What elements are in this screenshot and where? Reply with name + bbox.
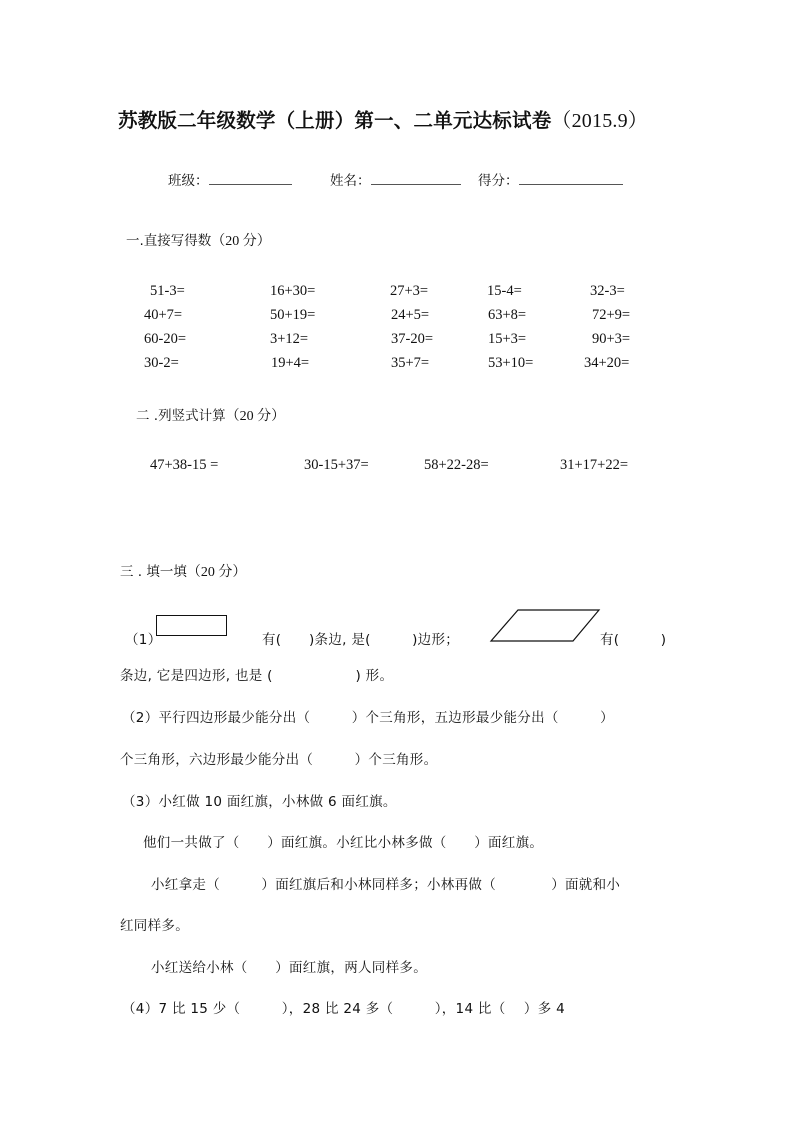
section3-score: （20 分） bbox=[186, 565, 247, 580]
section3-title: 三 . 填一填 bbox=[120, 564, 187, 580]
equation: 72+9= bbox=[592, 307, 631, 323]
equation: 3+12= bbox=[270, 331, 309, 347]
q1-part-b: 有( ) bbox=[600, 632, 667, 648]
equation: 51-3= bbox=[150, 283, 185, 299]
vertical-calc-item: 47+38-15 = bbox=[150, 457, 219, 473]
equation: 32-3= bbox=[590, 283, 625, 299]
equation: 63+8= bbox=[488, 307, 527, 323]
q3-line3: 小红拿走（ ）面红旗后和小林同样多；小林再做（ ）面就和小 bbox=[151, 877, 621, 893]
section1-score: （20 分） bbox=[211, 234, 271, 249]
vertical-calc-item: 31+17+22= bbox=[560, 457, 629, 473]
equation: 50+19= bbox=[270, 307, 316, 323]
section2-score: （20 分） bbox=[225, 409, 286, 424]
q3-line1: （3）小红做 10 面红旗，小林做 6 面红旗。 bbox=[122, 794, 397, 810]
section1-title: 一.直接写得数 bbox=[126, 233, 212, 249]
q3-line2: 他们一共做了（ ）面红旗。小红比小林多做（ ）面红旗。 bbox=[143, 835, 544, 851]
score-field[interactable] bbox=[478, 169, 623, 189]
equation: 19+4= bbox=[271, 355, 310, 371]
class-blank[interactable] bbox=[209, 170, 292, 185]
class-field[interactable] bbox=[168, 169, 292, 189]
q1-part-a: 有( )条边, 是( )边形； bbox=[262, 632, 460, 648]
title-text: 苏教版二年级数学（上册）第一、二单元达标试卷 bbox=[118, 109, 552, 132]
title-date: （2015.9） bbox=[551, 110, 649, 132]
section2-title: 二 .列竖式计算 bbox=[136, 408, 226, 424]
equation: 15-4= bbox=[487, 283, 522, 299]
section3-heading bbox=[120, 560, 246, 581]
equation: 34+20= bbox=[584, 355, 630, 371]
q3-line5: 小红送给小林（ ）面红旗，两人同样多。 bbox=[151, 960, 427, 976]
score-blank[interactable] bbox=[519, 170, 623, 185]
section1-heading bbox=[126, 229, 271, 250]
equation: 53+10= bbox=[488, 355, 534, 371]
equation: 40+7= bbox=[144, 307, 183, 323]
parallelogram-shape bbox=[488, 607, 602, 645]
q3-line4: 红同样多。 bbox=[120, 918, 189, 934]
equation: 30-2= bbox=[144, 355, 179, 371]
q1-label: （1） bbox=[125, 632, 162, 648]
name-blank[interactable] bbox=[371, 170, 461, 185]
equation: 35+7= bbox=[391, 355, 430, 371]
vertical-calc-item: 30-15+37= bbox=[304, 457, 369, 473]
equation: 37-20= bbox=[391, 331, 434, 347]
equation: 24+5= bbox=[391, 307, 430, 323]
q2-line1: （2）平行四边形最少能分出（ ）个三角形，五边形最少能分出（ ） bbox=[122, 710, 614, 726]
q4-line1: （4）7 比 15 少（ ），28 比 24 多（ ），14 比（ ）多 4 bbox=[122, 1001, 566, 1017]
name-label: 姓名： bbox=[330, 173, 371, 189]
name-field[interactable] bbox=[330, 169, 461, 189]
rectangle-shape bbox=[156, 615, 227, 636]
score-label: 得分： bbox=[478, 173, 519, 189]
equation: 16+30= bbox=[270, 283, 316, 299]
equation: 60-20= bbox=[144, 331, 187, 347]
q2-line2: 个三角形，六边形最少能分出（ ）个三角形。 bbox=[120, 752, 438, 768]
page-title bbox=[118, 104, 648, 133]
class-label: 班级： bbox=[168, 173, 209, 189]
equation: 15+3= bbox=[488, 331, 527, 347]
vertical-calc-item: 58+22-28= bbox=[424, 457, 489, 473]
equation: 90+3= bbox=[592, 331, 631, 347]
q1-line2: 条边, 它是四边形, 也是 ( ) 形。 bbox=[120, 668, 394, 684]
section2-heading bbox=[136, 404, 285, 425]
equation: 27+3= bbox=[390, 283, 429, 299]
